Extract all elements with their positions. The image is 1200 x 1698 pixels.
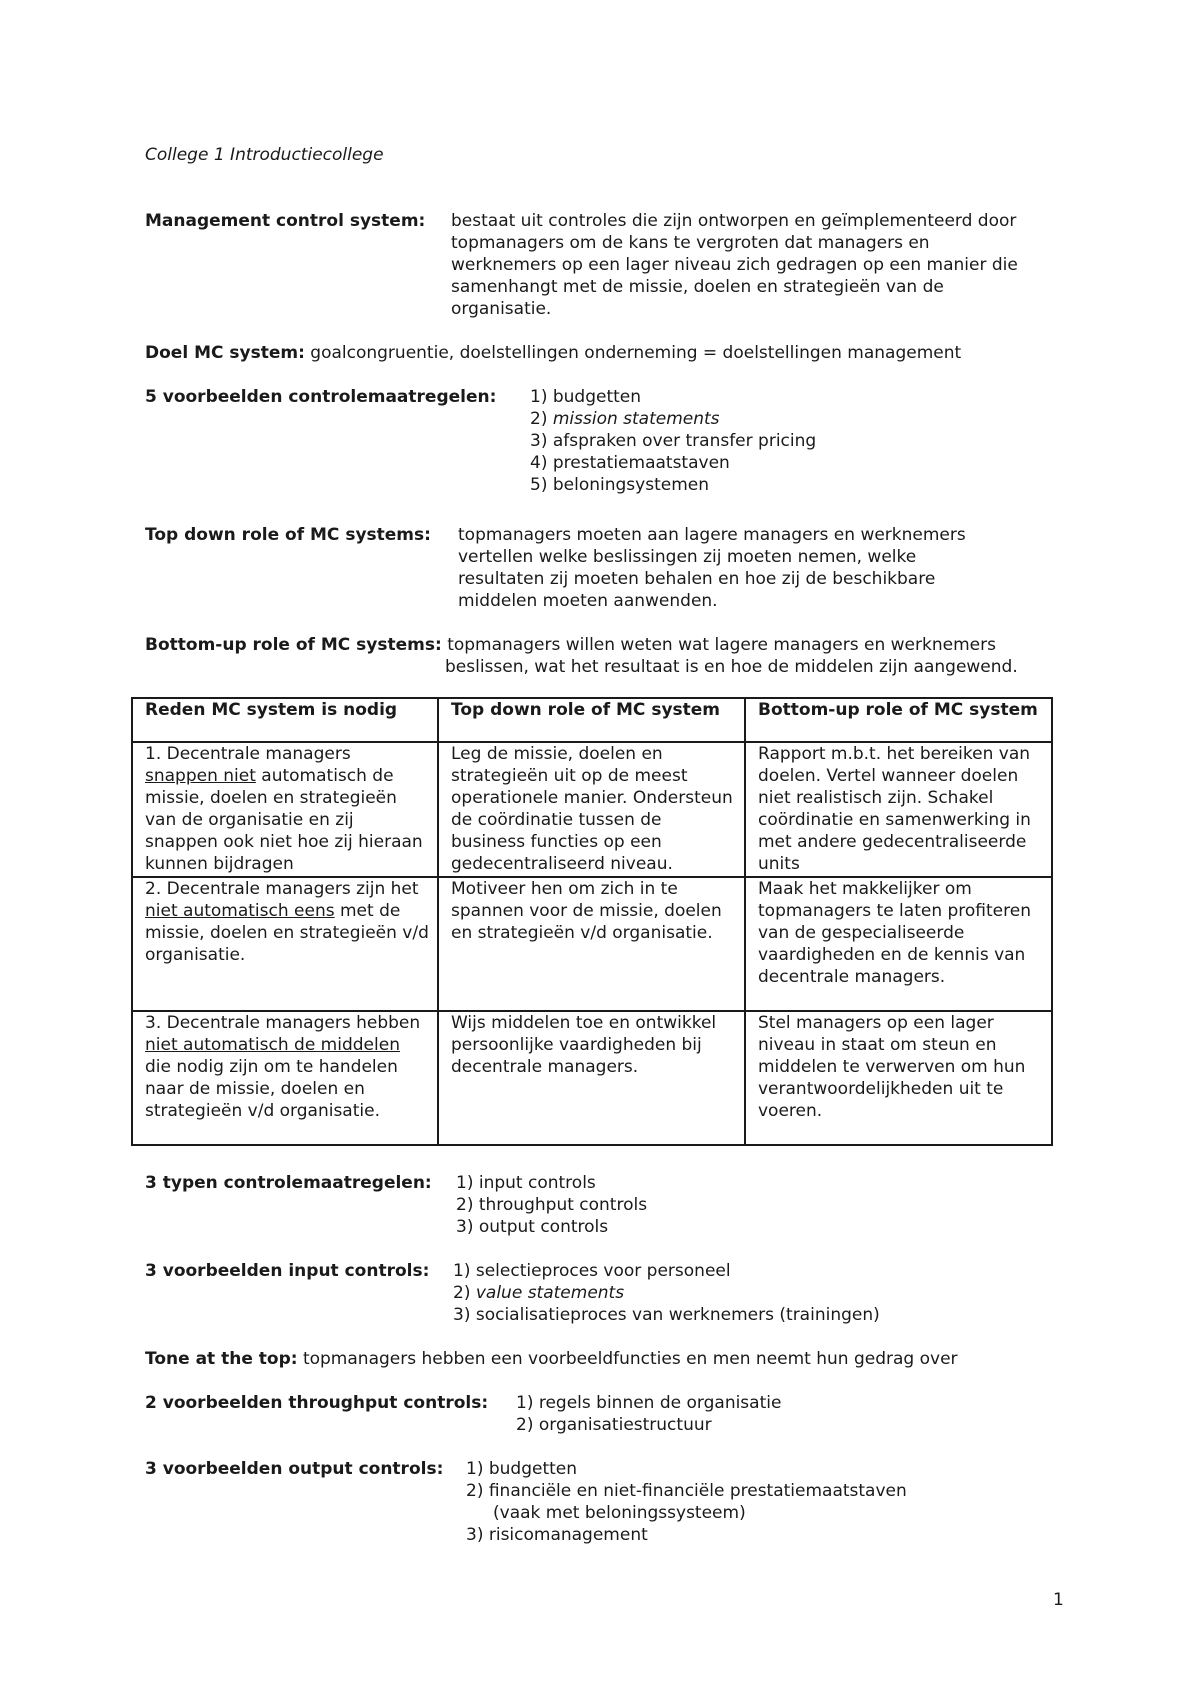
- table-cell: [132, 877, 438, 1011]
- throughput2-term: 2 voorbeelden throughput controls:: [145, 1393, 489, 1413]
- table-cell: [132, 742, 438, 877]
- topdown-line: resultaten zij moeten behalen en hoe zij de beschikbare: [458, 569, 936, 589]
- output3-list: [466, 1458, 907, 1546]
- mc-roles-table: [131, 697, 1053, 1146]
- table-header-cell: Reden MC system is nodig: [132, 698, 438, 742]
- cell-text: 1. Decentrale managers: [145, 744, 351, 764]
- list-item: 1) budgetten: [466, 1459, 578, 1479]
- cell-underlined-text: niet automatisch eens: [145, 901, 335, 921]
- table-header-cell: Bottom-up role of MC system: [745, 698, 1052, 742]
- list-item: [530, 408, 816, 430]
- table-cell: Stel managers op een lager niveau in staat om steun en middelen te verwerven om hun verantwoordelijkheden uit te voeren.: [745, 1011, 1052, 1145]
- list-item: 3) output controls: [456, 1217, 609, 1237]
- list-item-number: 2): [453, 1283, 471, 1303]
- tone-paragraph: [145, 1348, 958, 1370]
- table-row: [132, 877, 1052, 1011]
- cell-underlined-text: niet automatisch de middelen: [145, 1035, 400, 1055]
- list-item: 3) afspraken over transfer pricing: [530, 431, 817, 451]
- voorbeelden5-term: 5 voorbeelden controlemaatregelen:: [145, 387, 497, 407]
- bottomup-paragraph: [145, 634, 996, 656]
- topdown-term: Top down role of MC systems:: [145, 525, 431, 545]
- table-cell: Wijs middelen toe en ontwikkel persoonlijke vaardigheden bij decentrale managers.: [438, 1011, 745, 1145]
- list-item-number: 2): [530, 409, 548, 429]
- tone-text: topmanagers hebben een voorbeeldfuncties en men neemt hun gedrag over: [302, 1349, 958, 1369]
- list-item: 1) regels binnen de organisatie: [516, 1393, 782, 1413]
- table-header-row: [132, 698, 1052, 742]
- cell-text: automatisch de missie, doelen en strategieën van de organisatie en zij snappen ook niet hoe zij hieraan kunnen bijdragen: [145, 766, 423, 874]
- list-item: (vaak met beloningssysteem): [493, 1503, 746, 1523]
- doel-text: goalcongruentie, doelstellingen onderneming = doelstellingen management: [310, 343, 962, 363]
- tone-term: Tone at the top:: [145, 1349, 298, 1369]
- list-item: 1) selectieproces voor personeel: [453, 1261, 731, 1281]
- topdown-line: middelen moeten aanwenden.: [458, 591, 718, 611]
- mcs-line: samenhangt met de missie, doelen en strategieën van de: [451, 277, 944, 297]
- topdown-definition: [458, 524, 966, 612]
- mcs-line: werknemers op een lager niveau zich gedragen op een manier die: [451, 255, 1018, 275]
- table-row: [132, 1011, 1052, 1145]
- list-item: 2) financiële en niet-financiële prestatiemaatstaven: [466, 1481, 907, 1501]
- list-item-italic: value statements: [475, 1283, 625, 1303]
- output3-term: 3 voorbeelden output controls:: [145, 1459, 444, 1479]
- table-cell: Maak het makkelijker om topmanagers te laten profiteren van de gespecialiseerde vaardigheden en de kennis van decentrale managers.: [745, 877, 1052, 1011]
- page-number: 1: [1053, 1590, 1064, 1610]
- doel-paragraph: [145, 342, 961, 364]
- table-row: [132, 742, 1052, 877]
- typen3-term: 3 typen controlemaatregelen:: [145, 1173, 432, 1193]
- document-title: College 1 Introductiecollege: [145, 145, 384, 165]
- list-item: 1) input controls: [456, 1173, 596, 1193]
- bottomup-line2: beslissen, wat het resultaat is en hoe de middelen zijn aangewend.: [445, 657, 1018, 677]
- topdown-line: topmanagers moeten aan lagere managers en werknemers: [458, 525, 966, 545]
- table-cell: Motiveer hen om zich in te spannen voor de missie, doelen en strategieën v/d organisatie.: [438, 877, 745, 1011]
- table-header-cell: Top down role of MC system: [438, 698, 745, 742]
- doel-term: Doel MC system:: [145, 343, 305, 363]
- mcs-line: bestaat uit controles die zijn ontworpen en geïmplementeerd door: [451, 211, 1017, 231]
- input3-term: 3 voorbeelden input controls:: [145, 1261, 430, 1281]
- cell-underlined-text: snappen niet: [145, 766, 256, 786]
- mcs-line: organisatie.: [451, 299, 552, 319]
- cell-text: die nodig zijn om te handelen naar de missie, doelen en strategieën v/d organisatie.: [145, 1057, 398, 1121]
- cell-text: met de missie, doelen en strategieën v/d organisatie.: [145, 901, 429, 965]
- list-item: 4) prestatiemaatstaven: [530, 453, 730, 473]
- list-item: [453, 1282, 880, 1304]
- bottomup-line1: topmanagers willen weten wat lagere managers en werknemers: [447, 635, 996, 655]
- list-item-italic: mission statements: [552, 409, 720, 429]
- cell-text: 2. Decentrale managers zijn het: [145, 879, 419, 899]
- list-item: 2) organisatiestructuur: [516, 1415, 712, 1435]
- list-item: 3) socialisatieproces van werknemers (trainingen): [453, 1305, 880, 1325]
- input3-list: [453, 1260, 880, 1326]
- mcs-definition: [451, 210, 1018, 320]
- table-cell: Rapport m.b.t. het bereiken van doelen. Vertel wanneer doelen niet realistisch zijn. Schakel coördinatie en samenwerking in met andere gedecentraliseerde units: [745, 742, 1052, 877]
- throughput2-list: [516, 1392, 781, 1436]
- table-cell: Leg de missie, doelen en strategieën uit op de meest operationele manier. Ondersteun de coördinatie tussen de business functies op een gedecentraliseerd niveau.: [438, 742, 745, 877]
- mcs-line: topmanagers om de kans te vergroten dat managers en: [451, 233, 930, 253]
- cell-text: 3. Decentrale managers hebben: [145, 1013, 421, 1033]
- bottomup-term: Bottom-up role of MC systems:: [145, 635, 442, 655]
- list-item: 2) throughput controls: [456, 1195, 648, 1215]
- table-cell: [132, 1011, 438, 1145]
- list-item: 5) beloningsystemen: [530, 475, 709, 495]
- mcs-term: Management control system:: [145, 211, 426, 231]
- typen3-list: [456, 1172, 647, 1238]
- voorbeelden5-list: [530, 386, 816, 496]
- topdown-line: vertellen welke beslissingen zij moeten nemen, welke: [458, 547, 917, 567]
- list-item: 3) risicomanagement: [466, 1525, 648, 1545]
- list-item: 1) budgetten: [530, 387, 642, 407]
